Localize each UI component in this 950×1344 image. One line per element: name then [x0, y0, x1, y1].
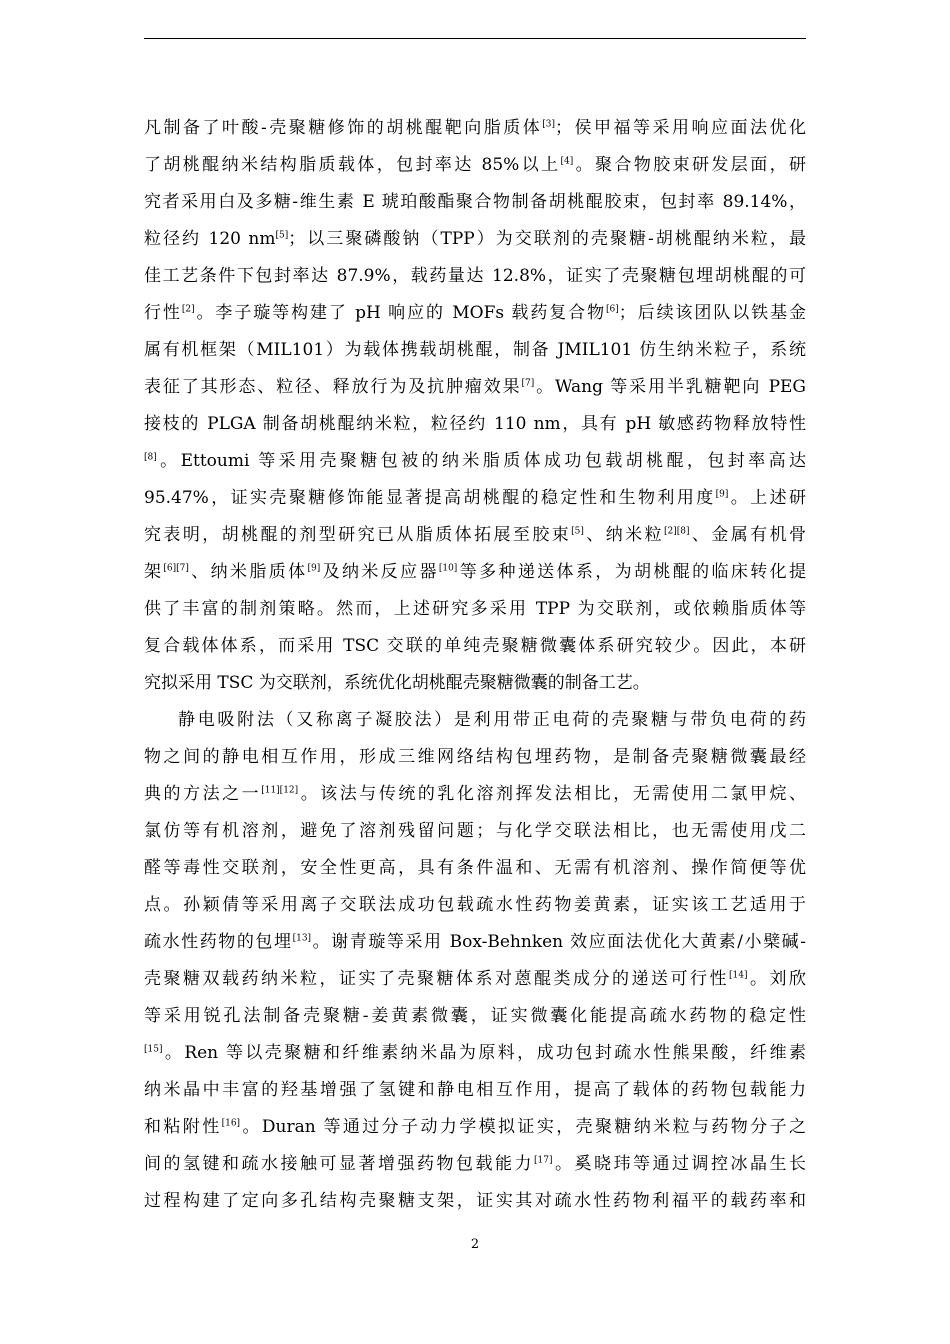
text-line: 典的方法之一[11][12]。该法与传统的乳化溶剂挥发法相比，无需使用二氯甲烷、 — [144, 784, 807, 804]
text-line: 等采用锐孔法制备壳聚糖-姜黄素微囊，证实微囊化能提高疏水药物的稳定性 — [144, 1006, 806, 1026]
citation-marker: [16] — [221, 1118, 241, 1129]
header-rule — [144, 38, 806, 39]
citation-marker: [15] — [144, 1044, 163, 1055]
citation-marker: [2][8] — [664, 526, 690, 537]
citation-marker: [9] — [307, 563, 321, 574]
text-line: 行性[2]。李子璇等构建了 pH 响应的 MOFs 载药复合物[6]；后续该团队以铁基金 — [144, 303, 807, 323]
text-line: [15]。Ren 等以壳聚糖和纤维素纳米晶为原料，成功包封疏水性熊果酸，纤维素 — [144, 1043, 806, 1063]
citation-marker: [5] — [571, 526, 584, 537]
text-line: 静电吸附法（又称离子凝胶法）是利用带正电荷的壳聚糖与带负电荷的药 — [178, 710, 806, 730]
text-line: 疏水性药物的包埋[13]。谢青璇等采用 Box-Behnken 效应面法优化大黄素/小檗碱- — [144, 932, 806, 952]
citation-marker: [8] — [144, 452, 157, 463]
text-line: 佳工艺条件下包封率达 87.9%，载药量达 12.8%，证实了壳聚糖包埋胡桃醌的可 — [144, 266, 806, 286]
citation-marker: [2] — [181, 304, 195, 315]
text-line: 粒径约 120 nm[5]；以三聚磷酸钠（TPP）为交联剂的壳聚糖-胡桃醌纳米粒，最 — [144, 229, 806, 249]
text-line: 供了丰富的制剂策略。然而，上述研究多采用 TPP 为交联剂，或依赖脂质体等 — [144, 599, 806, 619]
text-line: 壳聚糖双载药纳米粒，证实了壳聚糖体系对蒽醌类成分的递送可行性[14]。刘欣 — [144, 969, 807, 989]
citation-marker: [7] — [521, 378, 535, 389]
text-line: 究表明，胡桃醌的剂型研究已从脂质体拓展至胶束[5]、纳米粒[2][8]、金属有机骨 — [144, 525, 807, 545]
text-line: 复合载体体系，而采用 TSC 交联的单纯壳聚糖微囊体系研究较少。因此，本研 — [144, 636, 806, 656]
citation-marker: [6] — [606, 304, 619, 315]
text-line: 过程构建了定向多孔结构壳聚糖支架，证实其对疏水性药物利福平的载药率和 — [144, 1191, 806, 1211]
text-line: 表征了其形态、粒径、释放行为及抗肿瘤效果[7]。Wang 等采用半乳糖靶向 PEG — [144, 377, 806, 397]
text-line: 点。孙颖倩等采用离子交联法成功包载疏水性药物姜黄素，证实该工艺适用于 — [144, 895, 806, 915]
text-line: 物之间的静电相互作用，形成三维网络结构包埋药物，是制备壳聚糖微囊最经 — [144, 747, 806, 767]
citation-marker: [13] — [292, 933, 312, 944]
citation-marker: [17] — [534, 1155, 553, 1166]
citation-marker: [10] — [438, 563, 458, 574]
text-line: 究者采用白及多糖-维生素 E 琥珀酸酯聚合物制备胡桃醌胶束，包封率 89.14%， — [144, 192, 806, 212]
text-line: [8]。Ettoumi 等采用壳聚糖包被的纳米脂质体成功包载胡桃醌，包封率高达 — [144, 451, 806, 471]
text-line: 了胡桃醌纳米结构脂质载体，包封率达 85%以上[4]。聚合物胶束研发层面，研 — [144, 155, 806, 175]
text-line: 凡制备了叶酸-壳聚糖修饰的胡桃醌靶向脂质体[3]；侯甲福等采用响应面法优化 — [144, 118, 806, 138]
text-line: 究拟采用 TSC 为交联剂，系统优化胡桃醌壳聚糖微囊的制备工艺。 — [144, 673, 650, 693]
page-number: 2 — [470, 1237, 480, 1252]
citation-marker: [4] — [560, 156, 574, 167]
citation-marker: [5] — [275, 230, 289, 241]
citation-marker: [3] — [542, 119, 555, 130]
text-line: 属有机框架（MIL101）为载体携载胡桃醌，制备 JMIL101 仿生纳米粒子，系统 — [144, 340, 806, 360]
text-line: 95.47%，证实壳聚糖修饰能显著提高胡桃醌的稳定性和生物利用度[9]。上述研 — [144, 488, 806, 508]
text-line: 醛等毒性交联剂，安全性更高，具有条件温和、无需有机溶剂、操作简便等优 — [144, 858, 806, 878]
text-line: 和粘附性[16]。Duran 等通过分子动力学模拟证实，壳聚糖纳米粒与药物分子之 — [144, 1117, 806, 1137]
text-line: 架[6][7]、纳米脂质体[9]及纳米反应器[10]等多种递送体系，为胡桃醌的临床转化提 — [144, 562, 807, 582]
citation-marker: [6][7] — [163, 563, 189, 574]
citation-marker: [14] — [729, 970, 748, 981]
citation-marker: [11][12] — [261, 785, 299, 796]
text-line: 纳米晶中丰富的羟基增强了氢键和静电相互作用，提高了载体的药物包载能力 — [144, 1080, 806, 1100]
text-line: 氯仿等有机溶剂，避免了溶剂残留问题；与化学交联法相比，也无需使用戊二 — [144, 821, 806, 841]
text-line: 接枝的 PLGA 制备胡桃醌纳米粒，粒径约 110 nm，具有 pH 敏感药物释放特性 — [144, 414, 806, 434]
text-line: 间的氢键和疏水接触可显著增强药物包载能力[17]。奚晓玮等通过调控冰晶生长 — [144, 1154, 807, 1174]
citation-marker: [9] — [715, 489, 729, 500]
